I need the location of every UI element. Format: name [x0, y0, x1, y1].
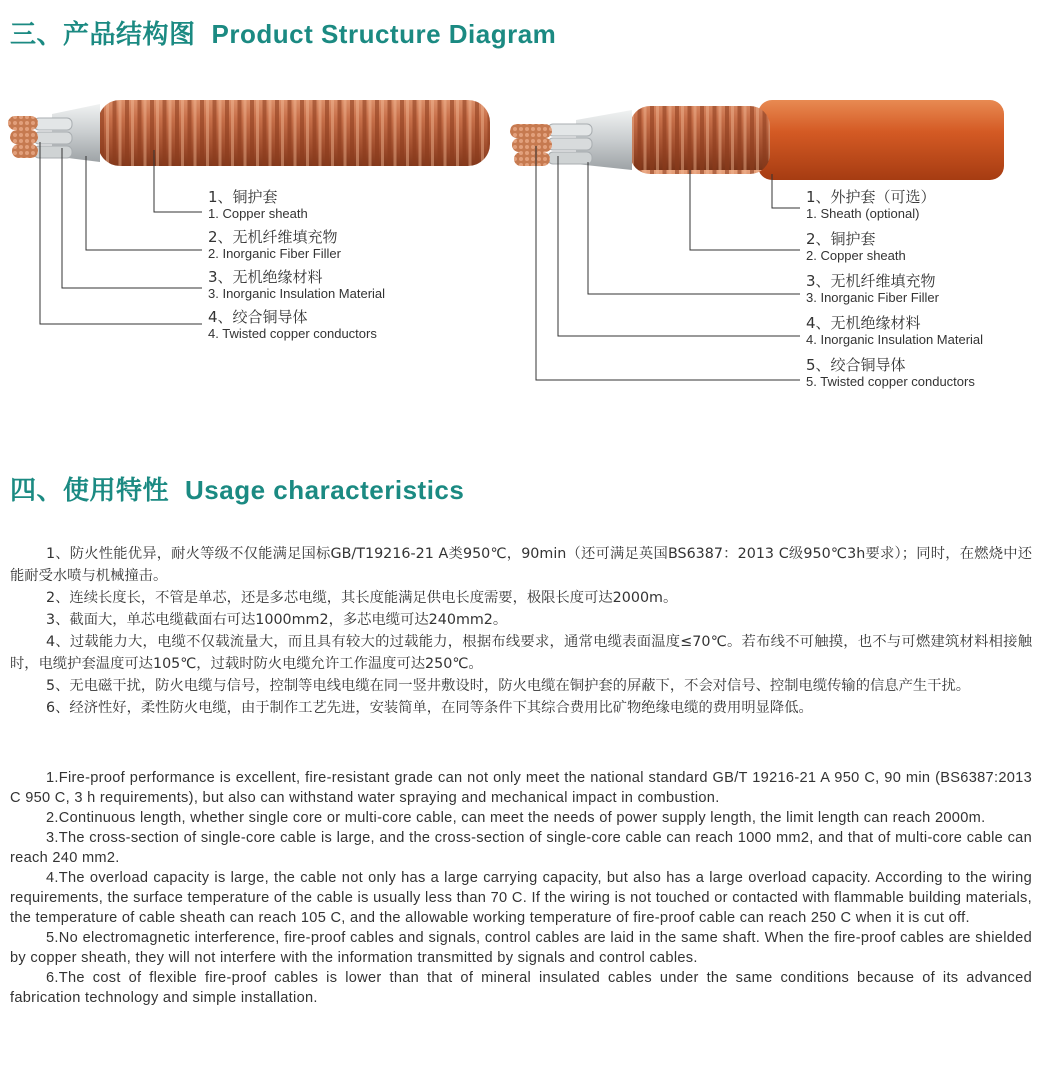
insulation-core	[548, 124, 592, 136]
usage-item-cn-5: 5、无电磁干扰，防火电缆与信号，控制等电线电缆在同一竖井敷设时，防火电缆在铜护套的屏蔽下，不会对信号、控制电缆传输的信息产生干扰。	[46, 678, 971, 694]
right-label-4: 4、无机绝缘材料 4. Inorganic Insulation Material	[806, 314, 984, 347]
cable-diagram-outer-sheath	[500, 90, 1040, 410]
structure-title-cn: 三、产品结构图	[10, 20, 196, 50]
left-label-3: 3、无机绝缘材料 3. Inorganic Insulation Material	[208, 268, 386, 301]
copper-sheath	[630, 106, 770, 174]
usage-title-en: Usage characteristics	[185, 475, 465, 505]
left-label-2: 2、无机纤维填充物 2. Inorganic Fiber Filler	[208, 228, 341, 261]
usage-item-en-1: 1.Fire-proof performance is excellent, fire-resistant grade can not only meet the national standard GB/T 19216-21 A 950 C, 90 min (BS6387:2013 C 950 C, 3 h requirements), but also can withstand water spraying and mechanical impact in combustion.	[10, 770, 1032, 806]
right-label-2: 2、铜护套 2. Copper sheath	[806, 230, 906, 263]
usage-section-title	[10, 470, 464, 507]
right-label-5: 5、绞合铜导体 5. Twisted copper conductors	[806, 356, 975, 389]
usage-item-en-4: 4.The overload capacity is large, the cable not only has a large carrying capacity, but also has a large overload capacity. According to the wiring requirements, the surface temperature of the cable is usually less than 70 C. If the wiring is not touched or contacted with flammable building materials, the temperature of cable sheath can reach 105 C, and the allowable working temperature of fire-proof cable can reach 250 C when it is cut off.	[10, 870, 1032, 926]
structure-title-en: Product Structure Diagram	[211, 19, 557, 49]
insulation-core	[34, 118, 72, 130]
usage-item-en-2: 2.Continuous length, whether single core or multi-core cable, can meet the needs of power supply length, the limit length can reach 2000m.	[46, 810, 986, 826]
usage-item-cn-6: 6、经济性好，柔性防火电缆，由于制作工艺先进，安装简单，在同等条件下其综合费用比矿物绝缘电缆的费用明显降低。	[46, 700, 813, 716]
copper-conductor	[8, 116, 38, 130]
right-label-1: 1、外护套（可选） 1. Sheath (optional)	[806, 188, 936, 221]
usage-item-en-6: 6.The cost of flexible fire-proof cables is lower than that of mineral insulated cables under the same conditions because of its advanced fabrication technology and simple installation.	[10, 970, 1032, 1006]
copper-conductor	[510, 124, 552, 138]
outer-sheath	[758, 100, 1004, 180]
usage-item-cn-4: 4、过载能力大，电缆不仅载流量大，而且具有较大的过载能力，根据布线要求，通常电缆表面温度≤70℃。若布线不可触摸，也不与可燃建筑材料相接触时，电缆护套温度可达105℃，过载时防火电缆允许工作温度可达250℃。	[10, 634, 1032, 672]
usage-item-cn-1: 1、防火性能优异，耐火等级不仅能满足国标GB/T19216-21 A类950℃，90min（还可满足英国BS6387：2013 C级950℃3h要求）；同时，在燃烧中还能耐受水喷与机械撞击。	[10, 546, 1032, 584]
copper-sheath	[98, 100, 490, 166]
leader-lines	[40, 142, 202, 324]
usage-item-en-3: 3.The cross-section of single-core cable is large, and the cross-section of single-core cable can reach 1000 mm2, and that of multi-core cable can reach 240 mm2.	[10, 830, 1032, 866]
cable-diagram-copper-sheath	[0, 90, 520, 370]
usage-list-en	[10, 768, 1032, 1008]
usage-item-en-5: 5.No electromagnetic interference, fire-proof cables and signals, control cables are laid in the same shaft. When the fire-proof cables are shielded by copper sheath, they will not interfere with the information transmitted by signals and control cables.	[10, 930, 1032, 966]
usage-list-cn	[10, 543, 1032, 719]
structure-section-title	[10, 14, 556, 51]
leader-lines	[536, 146, 800, 380]
left-label-1: 1、铜护套 1. Copper sheath	[208, 188, 308, 221]
right-label-3: 3、无机纤维填充物 3. Inorganic Fiber Filler	[806, 272, 939, 305]
usage-title-cn: 四、使用特性	[10, 476, 170, 506]
usage-item-cn-2: 2、连续长度长，不管是单芯，还是多芯电缆，其长度能满足供电长度需要，极限长度可达2000m。	[46, 590, 678, 606]
left-label-4: 4、绞合铜导体 4. Twisted copper conductors	[208, 308, 377, 341]
usage-item-cn-3: 3、截面大，单芯电缆截面右可达1000mm2，多芯电缆可达240mm2。	[46, 612, 508, 628]
